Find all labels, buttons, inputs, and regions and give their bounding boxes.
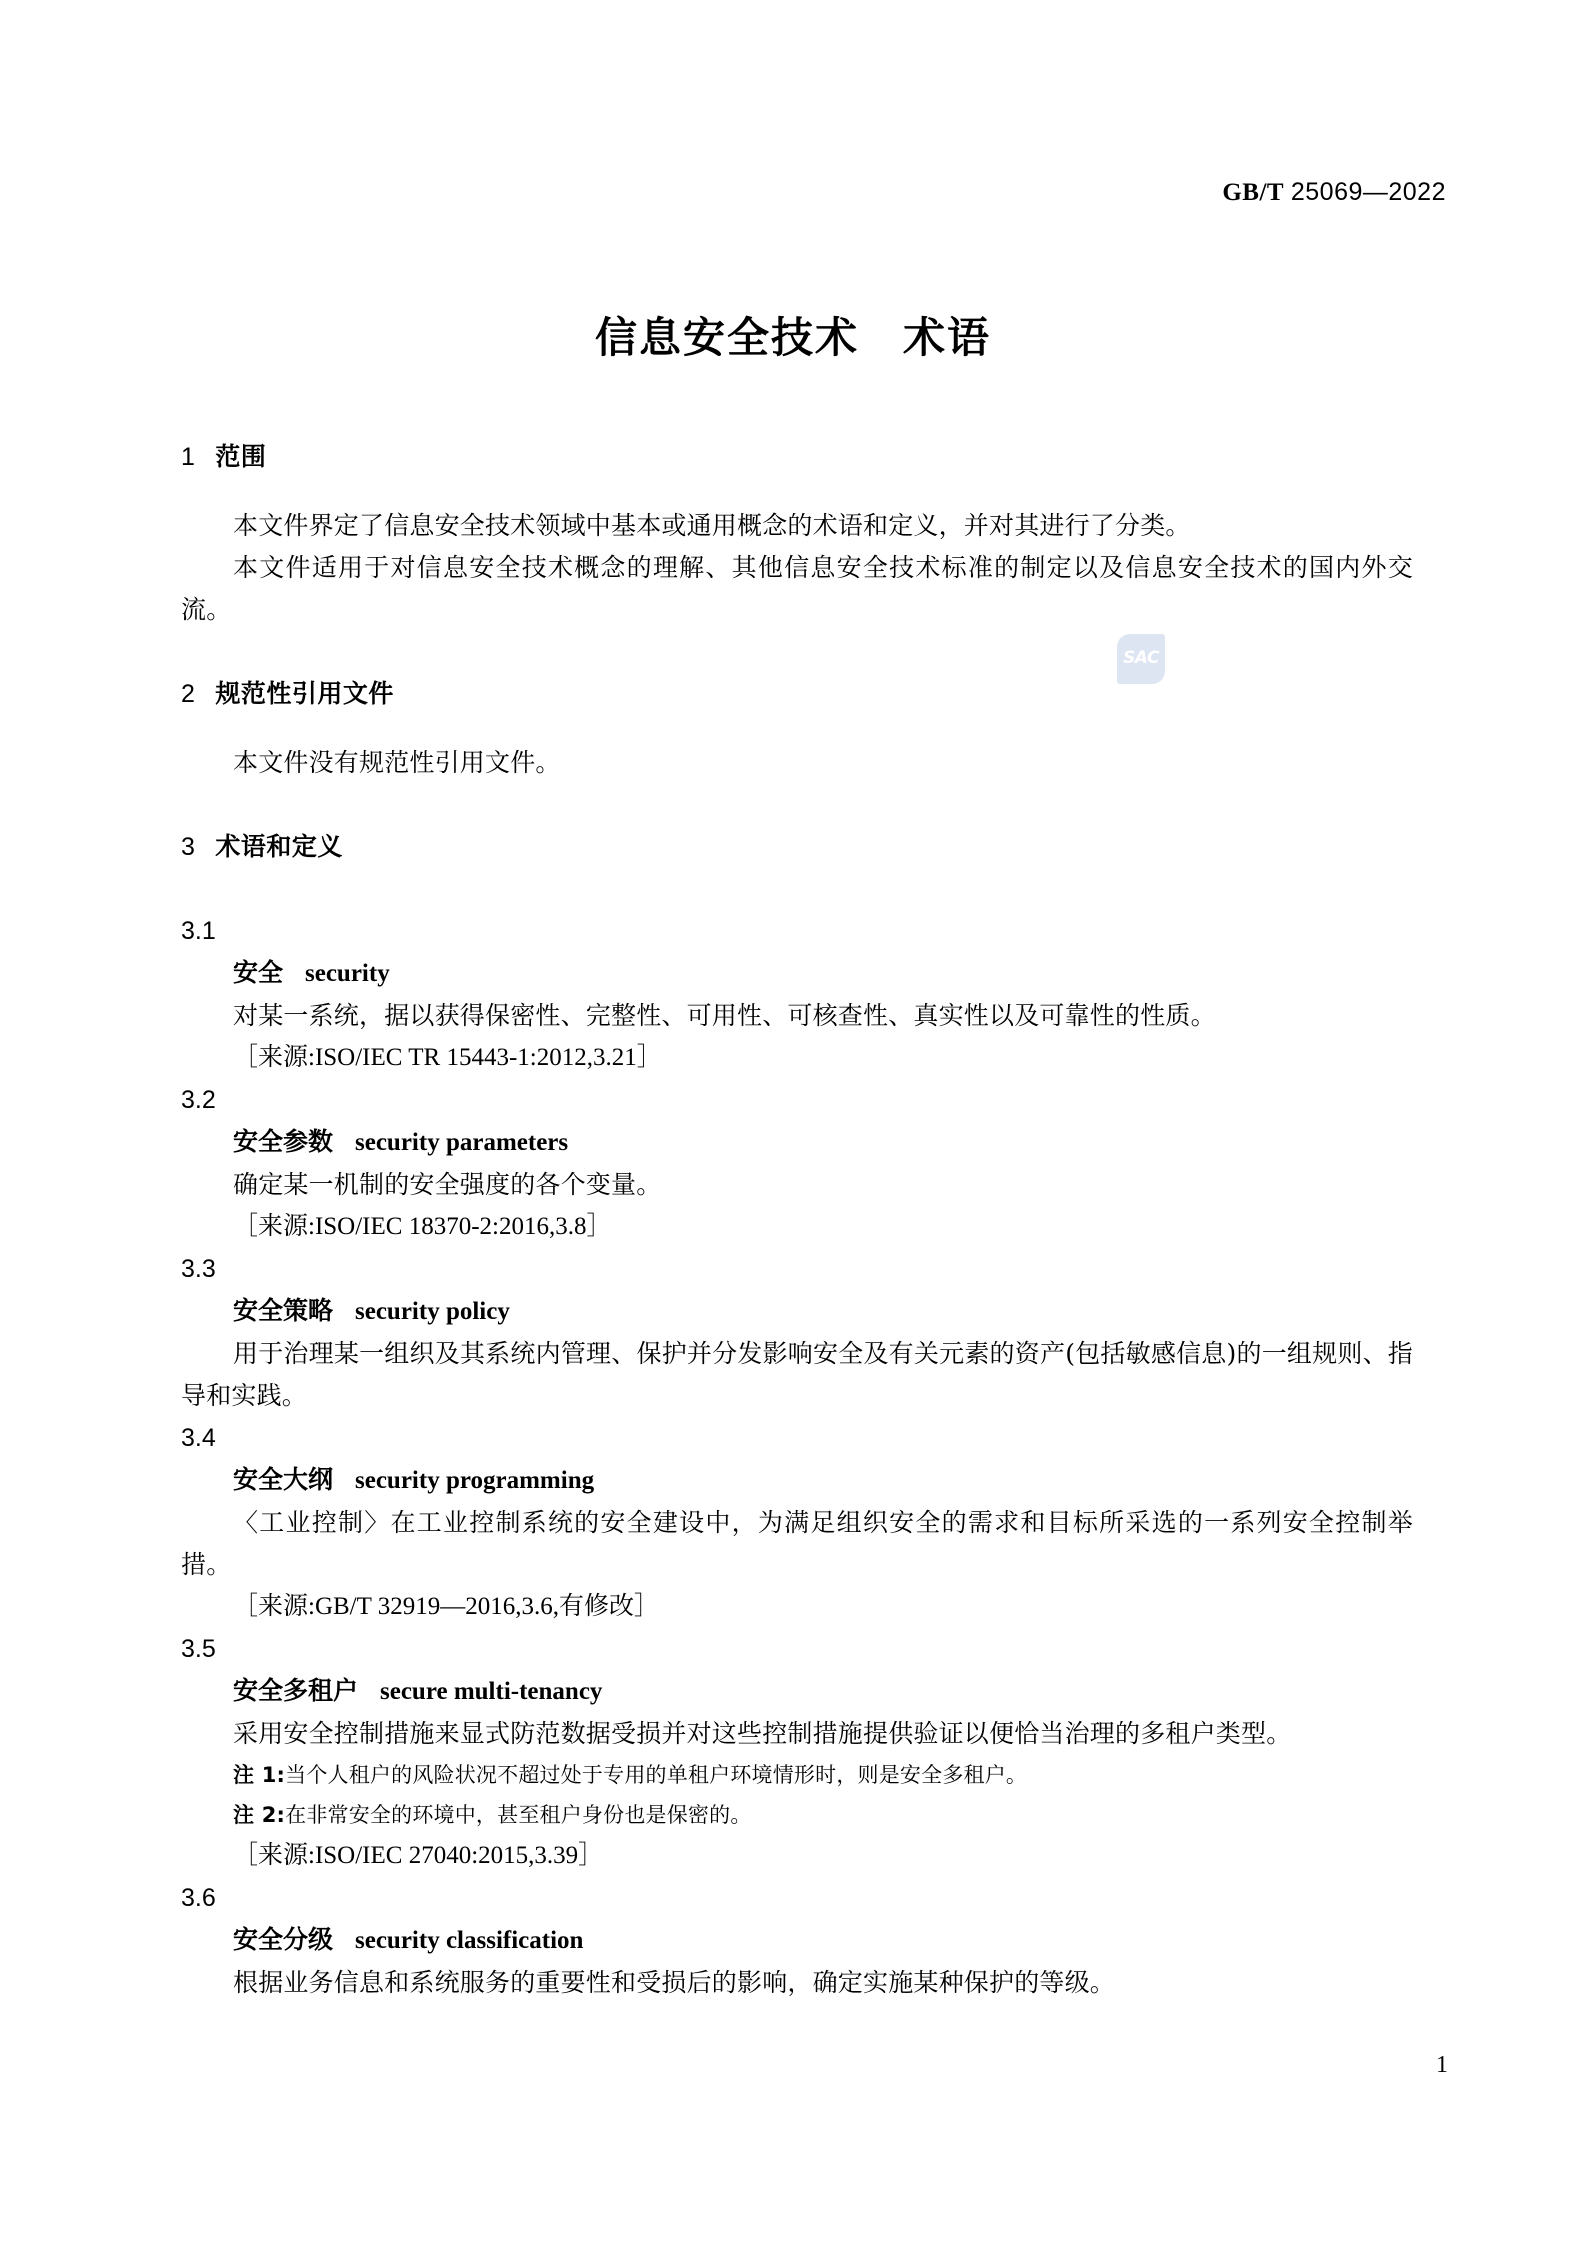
term-number: 3.3 (181, 1255, 216, 1284)
clause-number: 2 (181, 679, 196, 708)
term-note (233, 1795, 1413, 1835)
term-body (233, 1670, 1413, 1877)
term-source: ［来源:ISO/IEC TR 15443-1:2012,3.21］ (233, 1044, 662, 1072)
term-number: 3.1 (181, 917, 216, 946)
term-title-en: security (305, 960, 390, 988)
term-number: 3.4 (181, 1424, 216, 1453)
term-body (181, 1459, 1413, 1628)
term-title-zh: 安全分级 (233, 1925, 334, 1955)
term-title-en: secure multi-tenancy (380, 1678, 603, 1706)
term-definition: 采用安全控制措施来显式防范数据受损并对这些控制措施提供验证以便恰当治理的多租户类型。 (233, 1719, 1292, 1749)
term-body (233, 1919, 1413, 2004)
term-source: ［来源:GB/T 32919—2016,3.6,有修改］ (233, 1593, 659, 1621)
term-title-en: security programming (355, 1467, 595, 1495)
term-note-text: 当个人租户的风险状况不超过处于专用的单租户环境情形时，则是安全多租户。 (285, 1763, 1028, 1788)
term-title-zh: 安全参数 (233, 1127, 334, 1157)
spacer (181, 475, 1413, 505)
clause-title: 术语和定义 (215, 831, 343, 861)
term-title-en: security parameters (355, 1129, 569, 1157)
clause-title: 规范性引用文件 (215, 678, 394, 708)
term-note (233, 1755, 1413, 1795)
term-note-label: 注 1: (233, 1763, 286, 1788)
clause-heading-1 (181, 440, 1413, 475)
term-source: ［来源:ISO/IEC 27040:2015,3.39］ (233, 1842, 604, 1870)
term-note-label: 注 2: (233, 1803, 286, 1828)
page-title: 信息安全技术 术语 (594, 313, 991, 362)
term-entry (181, 1079, 1413, 1248)
term-title-en: security policy (355, 1298, 510, 1326)
term-definition: 〈工业控制〉在工业控制系统的安全建设中，为满足组织安全的需求和目标所采选的一系列安全控制举措。 (181, 1508, 1413, 1580)
clause-number: 3 (181, 832, 196, 861)
term-source: ［来源:ISO/IEC 18370-2:2016,3.8］ (233, 1213, 612, 1241)
term-entry (181, 1628, 1413, 1877)
clause-heading-2 (181, 677, 1413, 712)
term-title-en: security classification (355, 1927, 584, 1955)
term-title (233, 1670, 1413, 1713)
term-title (233, 1919, 1413, 1962)
running-head (1222, 178, 1446, 207)
term-title-zh: 安全 (233, 958, 284, 988)
term-title (233, 952, 1413, 995)
term-body (181, 1290, 1413, 1417)
term-body (233, 1121, 1413, 1248)
term-title-zh: 安全多租户 (233, 1676, 359, 1706)
standard-prefix: GB/T (1222, 179, 1285, 206)
term-definition: 用于治理某一组织及其系统内管理、保护并分发影响安全及有关元素的资产(包括敏感信息)的一组规则、指导和实践。 (181, 1339, 1413, 1411)
term-definition: 对某一系统，据以获得保密性、完整性、可用性、可核查性、真实性以及可靠性的性质。 (233, 1001, 1216, 1031)
spacer (181, 712, 1413, 742)
document-body (181, 440, 1413, 2004)
term-body (233, 952, 1413, 1079)
clause-number: 1 (181, 443, 196, 471)
watermark-label: SAC (1123, 648, 1159, 668)
term-definition: 确定某一机制的安全强度的各个变量。 (233, 1170, 662, 1200)
term-definition: 根据业务信息和系统服务的重要性和受损后的影响，确定实施某种保护的等级。 (233, 1968, 1116, 1998)
spacer (181, 784, 1413, 830)
term-title (233, 1290, 1413, 1333)
term-entry (181, 1877, 1413, 2004)
term-title (233, 1121, 1413, 1164)
term-entry (181, 1248, 1413, 1417)
term-entry (181, 910, 1413, 1079)
clause-title: 范围 (215, 442, 267, 471)
term-number: 3.6 (181, 1884, 216, 1913)
term-note-text: 在非常安全的环境中，甚至租户身份也是保密的。 (285, 1803, 752, 1828)
term-title-zh: 安全大纲 (233, 1465, 334, 1495)
clause-heading-3 (181, 830, 1413, 865)
standard-number: 25069—2022 (1290, 178, 1446, 206)
term-title-zh: 安全策略 (233, 1296, 334, 1326)
term-number: 3.2 (181, 1086, 216, 1115)
term-entry (181, 1417, 1413, 1628)
term-title (233, 1459, 1413, 1502)
spacer (181, 631, 1413, 677)
paragraph: 本文件没有规范性引用文件。 (233, 747, 561, 777)
spacer (181, 864, 1413, 910)
paragraph: 本文件适用于对信息安全技术概念的理解、其他信息安全技术标准的制定以及信息安全技术的国内外交流。 (181, 552, 1413, 624)
term-number: 3.5 (181, 1635, 216, 1664)
page-number: 1 (1436, 2052, 1448, 2078)
paragraph: 本文件界定了信息安全技术领域中基本或通用概念的术语和定义，并对其进行了分类。 (233, 510, 1191, 540)
